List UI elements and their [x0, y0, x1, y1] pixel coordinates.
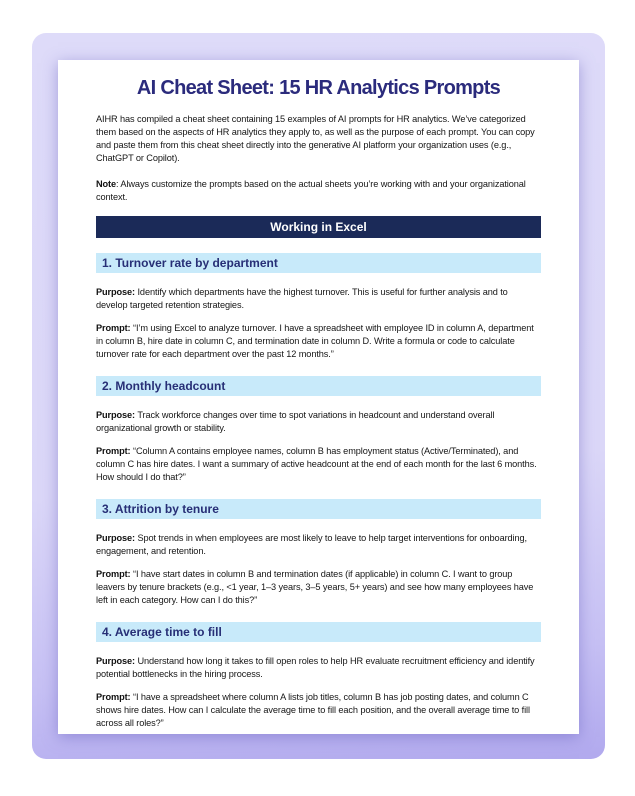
page-title: AI Cheat Sheet: 15 HR Analytics Prompts	[136, 77, 501, 99]
purpose-text: Spot trends in when employees are most likely to leave to help target interventions for onboarding, engagement, and retention.	[96, 533, 527, 556]
prompt-label: Prompt:	[96, 323, 131, 333]
purpose-paragraph	[96, 286, 541, 312]
section-heading: 1. Turnover rate by department	[96, 253, 541, 273]
prompt-label: Prompt:	[96, 446, 131, 456]
purpose-label: Purpose:	[96, 410, 136, 420]
prompt-section-3	[96, 499, 541, 607]
prompt-label: Prompt:	[96, 569, 131, 579]
purpose-text: Identify which departments have the highest turnover. This is useful for further analysis and to develop targeted retention strategies.	[96, 287, 508, 310]
prompt-paragraph	[96, 568, 541, 607]
purpose-label: Purpose:	[96, 656, 136, 666]
purpose-text: Understand how long it takes to fill open roles to help HR evaluate recruitment efficiency and identify potential bottlenecks in the hiring process.	[96, 656, 535, 679]
note-text: : Always customize the prompts based on the actual sheets you’re working with and your organizational context.	[96, 179, 526, 202]
prompt-text: “Column A contains employee names, column B has employment status (Active/Terminated), and column C has hire dates. I want a summary of active headcount at the end of each month for the last 6 months. How should I do that?”	[96, 446, 537, 482]
lavender-card	[32, 33, 605, 759]
section-heading: 4. Average time to fill	[96, 622, 541, 642]
prompt-section-4	[96, 622, 541, 730]
prompt-paragraph	[96, 322, 541, 361]
prompt-paragraph	[96, 691, 541, 730]
purpose-label: Purpose:	[96, 287, 136, 297]
intro-paragraph: AIHR has compiled a cheat sheet containing 15 examples of AI prompts for HR analytics. We’ve categorized them based on the aspects of HR analytics they apply to, as well as the purpose of each prompt. You can copy and paste them from this cheat sheet directly into the generative AI platform your organization uses (e.g., ChatGPT or Copilot).	[96, 114, 535, 163]
category-banner: Working in Excel	[96, 216, 541, 238]
note-label: Note	[96, 179, 117, 189]
prompt-label: Prompt:	[96, 692, 131, 702]
purpose-paragraph	[96, 532, 541, 558]
prompt-paragraph	[96, 445, 541, 484]
prompt-text: “I have a spreadsheet where column A lists job titles, column B has job posting dates, and column C shows hire dates. How can I calculate the average time to fill each position, and the overall average time to fill across all roles?”	[96, 692, 530, 728]
note-paragraph	[96, 178, 541, 204]
purpose-paragraph	[96, 409, 541, 435]
document-page	[58, 60, 579, 734]
prompt-section-2	[96, 376, 541, 484]
purpose-label: Purpose:	[96, 533, 136, 543]
page-content	[58, 77, 579, 730]
section-heading: 3. Attrition by tenure	[96, 499, 541, 519]
section-heading: 2. Monthly headcount	[96, 376, 541, 396]
prompt-text: “I’m using Excel to analyze turnover. I have a spreadsheet with employee ID in column A, department in column B, hire date in column C, and termination date in column D. Write a formula or code to calculate turnover rate for each department over the past 12 months.”	[96, 323, 534, 359]
prompt-text: “I have start dates in column B and termination dates (if applicable) in column C. I want to group leavers by tenure brackets (e.g., <1 year, 1–3 years, 3–5 years, 5+ years) and see how many employees have left in each category. How can I do this?”	[96, 569, 534, 605]
purpose-text: Track workforce changes over time to spot variations in headcount and understand overall organizational growth or stability.	[96, 410, 495, 433]
purpose-paragraph	[96, 655, 541, 681]
prompt-section-1	[96, 253, 541, 361]
